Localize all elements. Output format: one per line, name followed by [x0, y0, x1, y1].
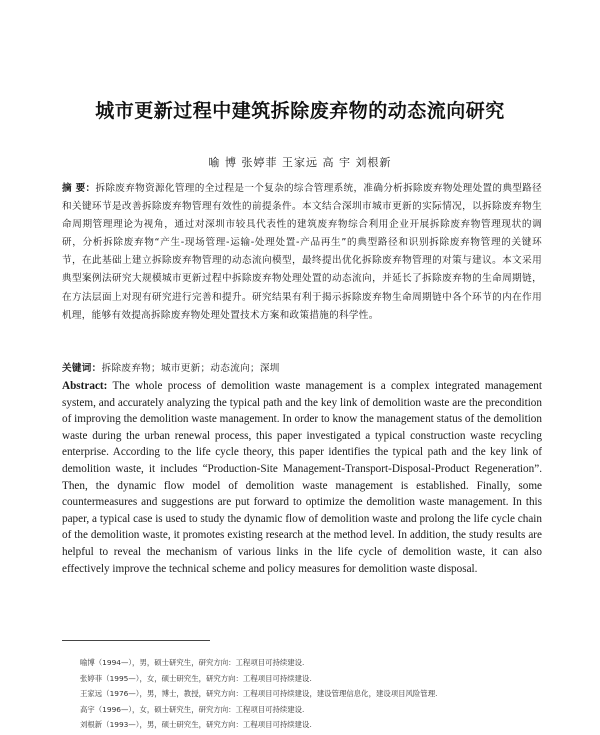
author-list: 喻 博 张婷菲 王家远 高 宇 刘根新	[208, 156, 392, 169]
chinese-keywords	[62, 361, 542, 377]
chinese-abstract	[62, 180, 542, 325]
chinese-abstract-text: 拆除废弃物资源化管理的全过程是一个复杂的综合管理系统，准确分析拆除废弃物处理处置的典型路径和关键环节是改善拆除废弃物管理有效性的前提条件。本文结合深圳市城市更新的实际情况，以拆除废弃物生命周期管理理论为视角，通过对深圳市较具代表性的建筑废弃物综合利用企业开展拆除废弃物管理现状的调研，分析拆除废弃物“产生-现场管理-运输-处理处置-产品再生”的典型路径和识别拆除废弃物管理的关键环节，在此基础上建立拆除废弃物管理的动态流向模型，最终提出优化拆除废弃物管理的对策与建议。本文采用典型案例法研究大规模城市更新过程中拆除废弃物处理处置的动态流向，并延长了拆除废弃物的生命周期链，在方法层面上对现有研究进行完善和提升。研究结果有利于揭示拆除废弃物生命周期链中各个环节的内在作用机理，能够有效提高拆除废弃物处理处置技术方案和政策措施的科学性。	[62, 183, 543, 321]
footnote-author: 刘根新（1993—），男，硕士研究生，研究方向：工程项目可持续建设.	[80, 720, 312, 730]
chinese-keywords-label: 关键词：	[62, 363, 102, 374]
english-abstract-label: Abstract:	[62, 380, 108, 392]
footnote-author: 王家远（1976—），男，博士，教授，研究方向：工程项目可持续建设，建设管理信息化，建设项目风险管理.	[80, 689, 438, 699]
paper-title: 城市更新过程中建筑拆除废弃物的动态流向研究	[95, 100, 505, 122]
footnote-author: 喻博（1994—），男，硕士研究生，研究方向：工程项目可持续建设.	[80, 658, 305, 667]
english-abstract-text: The whole process of demolition waste management is a complex integrated management system, and accurately analyzing the typical path and the key link of demolition waste are the precondition of improving the demolition waste management. In order to know the management status of the demolition waste during the urban renewal process, this paper investigated a typical construction waste recycling enterprise. According to the life cycle theory, this paper identifies the typical path and the key link of demolition waste, it includes “Production-Site Management-Transport-Disposal-Product Regeneration”. Then, the dynamic flow model of demolition waste management is established. Finally, some countermeasures and suggestions are put forward to optimize the demolition waste management. In this paper, a typical case is used to study the dynamic flow of demolition waste and prolong the life cycle chain of the demolition waste, it promotes existing research at the method level. In addition, the study results are helpful to reveal the mechanism of various links in the life cycle of demolition waste, it can also effectively improve the technical scheme and policy measures for demolition waste disposal.	[62, 380, 542, 575]
chinese-abstract-label: 摘 要：	[62, 183, 96, 194]
footnote-author: 张婷菲（1995—），女，硕士研究生，研究方向：工程项目可持续建设.	[80, 673, 312, 683]
footnote-author: 高宇（1996—），女，硕士研究生，研究方向：工程项目可持续建设.	[80, 704, 305, 714]
chinese-keywords-text: 拆除废弃物；城市更新；动态流向；深圳	[101, 363, 280, 374]
author-footnotes	[80, 655, 550, 733]
footnote-divider	[62, 640, 210, 641]
english-abstract	[62, 378, 542, 577]
